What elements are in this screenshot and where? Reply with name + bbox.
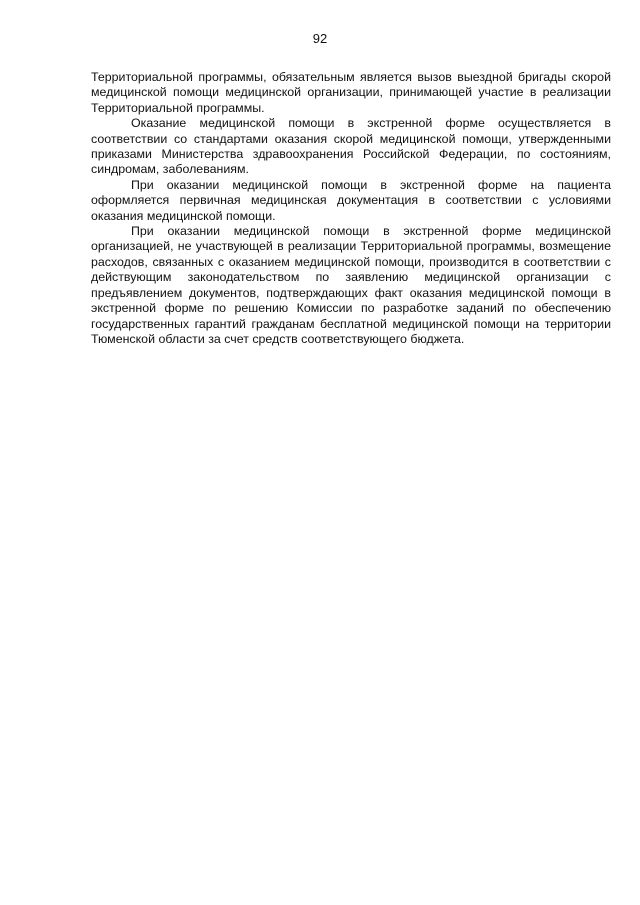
paragraph-standards: Оказание медицинской помощи в экстренной форме осуществляется в соответствии со стандартами оказания скорой медицинской помощи, утвержденными приказами Министерства здравоохранения Российской Федерации, по состояниям, синдромам, заболеваниям. xyxy=(91,116,611,177)
paragraph-reimbursement: При оказании медицинской помощи в экстренной форме медицинской организацией, не участвующей в реализации Территориальной программы, возмещение расходов, связанных с оказанием медицинской помощи, производится в соответствии с действующим законодательством по заявлению медицинской организации с предъявлением документов, подтверждающих факт оказания медицинской помощи в экстренной форме по решению Комиссии по разработке заданий по обеспечению государственных гарантий гражданам бесплатной медицинской помощи на территории Тюменской области за счет средств соответствующего бюджета. xyxy=(91,224,611,346)
page-number: 92 xyxy=(312,31,328,46)
paragraph-continuation: Территориальной программы, обязательным является вызов выездной бригады скорой медицинской помощи медицинской организации, принимающей участие в реализации Территориальной программы. xyxy=(91,70,611,115)
paragraph-documentation: При оказании медицинской помощи в экстренной форме на пациента оформляется первичная медицинская документация в соответствии с условиями оказания медицинской помощи. xyxy=(91,177,611,223)
document-body xyxy=(91,70,611,347)
